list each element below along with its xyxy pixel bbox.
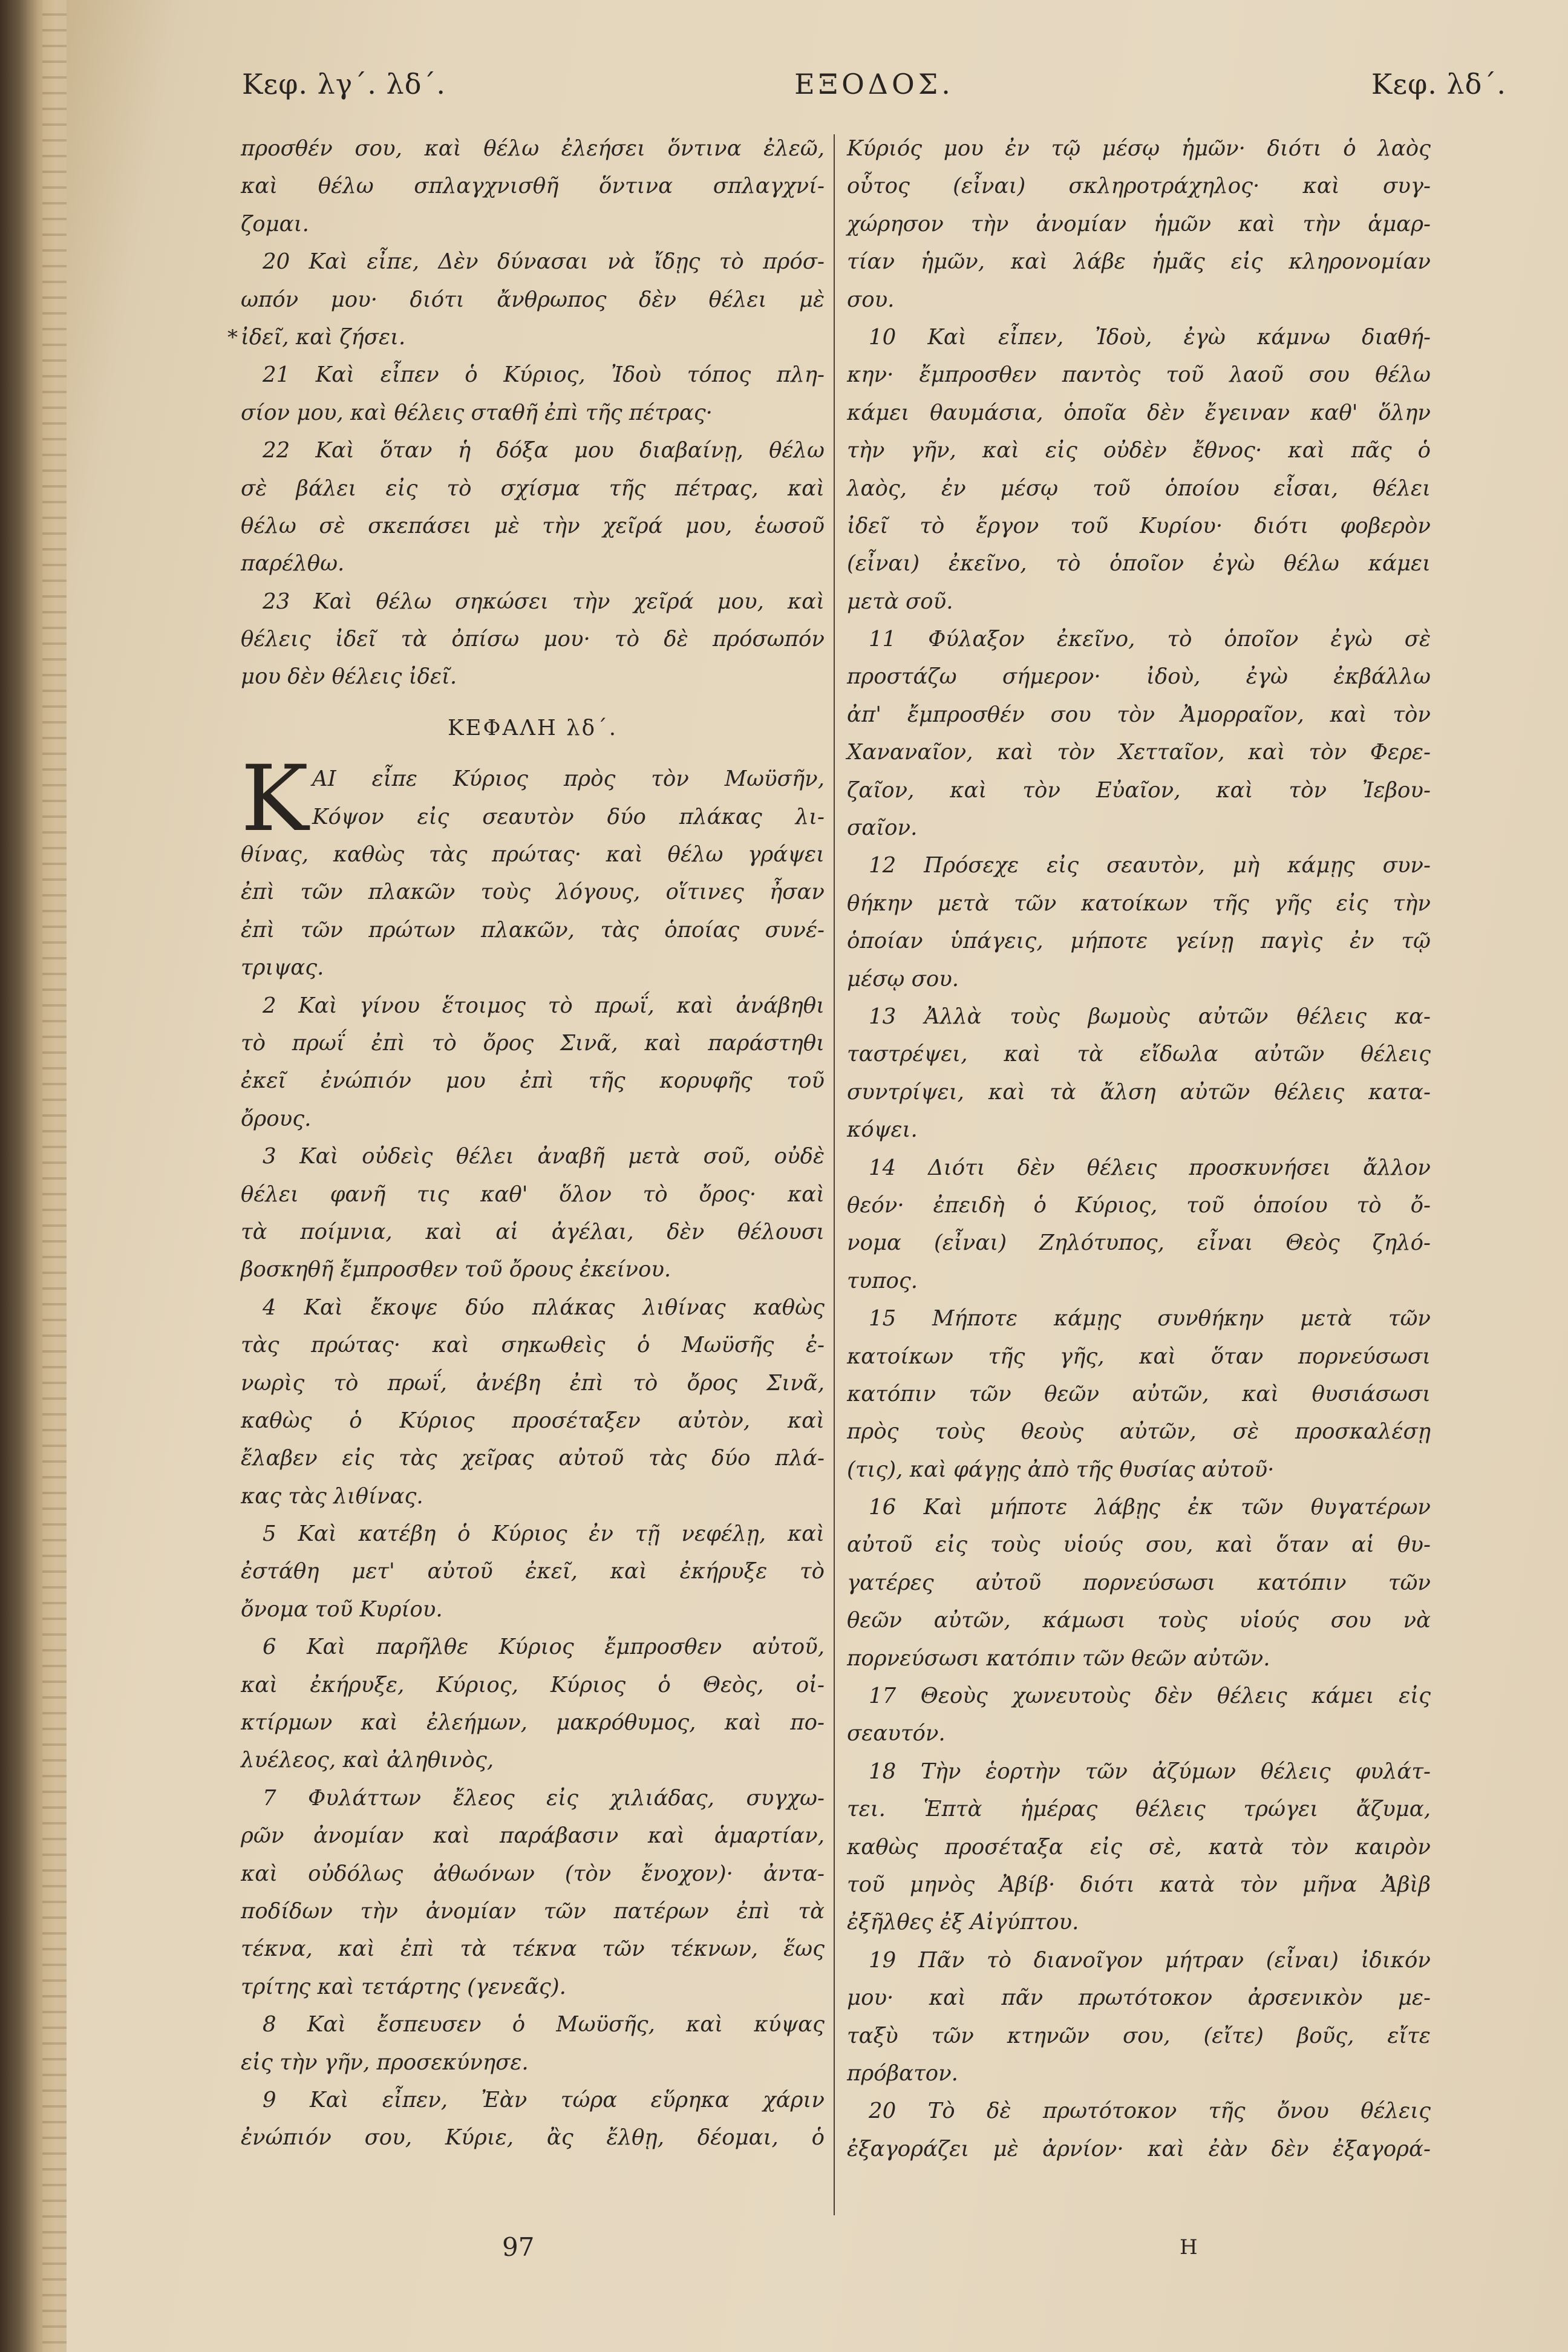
- text-line: μου· καὶ πᾶν πρωτότοκον ἀρσενικὸν με-: [847, 1985, 1431, 2011]
- text-line: ἰδεῖ τὸ ἔργον τοῦ Κυρίου· διότι φοβερὸν: [847, 513, 1431, 538]
- text-line: τὴν γῆν, καὶ εἰς οὐδὲν ἔθνος· καὶ πᾶς ὁ: [847, 438, 1431, 463]
- text-line: λαὸς, ἐν μέσῳ τοῦ ὁποίου εἶσαι, θέλει: [847, 475, 1431, 501]
- signature-mark: H: [1180, 2235, 1198, 2259]
- text-line: ποδίδων τὴν ἀνομίαν τῶν πατέρων ἐπὶ τὰ: [241, 1898, 825, 1924]
- text-line: καὶ ἐκήρυξε, Κύριος, Κύριος ὁ Θεὸς, οἰ-: [241, 1672, 825, 1697]
- text-line: τίαν ἡμῶν, καὶ λάβε ἡμᾶς εἰς κληρονομίαν: [847, 249, 1431, 275]
- drop-cap: K: [241, 746, 309, 852]
- text-line: σαῖον.: [847, 815, 918, 841]
- text-line: τοῦ μηνὸς Ἀβίβ· διότι κατὰ τὸν μῆνα Ἀβὶβ: [847, 1872, 1431, 1897]
- text-line: προστάζω σήμερον· ἰδοὺ, ἐγὼ ἐκβάλλω: [847, 664, 1431, 690]
- text-line: ταστρέψει, καὶ τὰ εἴδωλα αὐτῶν θέλεις: [847, 1042, 1431, 1067]
- page-number: 97: [502, 2232, 535, 2262]
- text-line: σου.: [847, 287, 895, 312]
- text-line: Κόψον εἰς σεαυτὸν δύο πλάκας λι-: [312, 804, 825, 829]
- left-column: [227, 130, 825, 2157]
- text-line: 20 Καὶ εἶπε, Δὲν δύνασαι νὰ ἴδῃς τὸ πρόσ-: [263, 249, 825, 275]
- text-line: παρέλθω.: [241, 551, 345, 577]
- text-line: (τις), καὶ φάγῃς ἀπὸ τῆς θυσίας αὐτοῦ·: [847, 1457, 1275, 1482]
- text-line: 3 Καὶ οὐδεὶς θέλει ἀναβῆ μετὰ σοῦ, οὐδὲ: [263, 1144, 825, 1169]
- header-chapter-right: Κεφ. λδ΄.: [1371, 68, 1506, 100]
- text-line: ἔλαβεν εἰς τὰς χεῖρας αὐτοῦ τὰς δύο πλά-: [241, 1446, 825, 1471]
- right-column: [847, 130, 1431, 2168]
- text-line: εἰς τὴν γῆν, προσεκύνησε.: [241, 2050, 529, 2075]
- text-line: κόψει.: [847, 1117, 918, 1143]
- text-line: σεαυτόν.: [847, 1721, 946, 1746]
- text-line: νομα (εἶναι) Ζηλότυπος, εἶναι Θεὸς ζηλό-: [847, 1230, 1431, 1256]
- text-line: μέσῳ σου.: [847, 966, 959, 991]
- text-line: μετὰ σοῦ.: [847, 589, 953, 614]
- margin-asterisk: *: [227, 325, 238, 350]
- text-line: κατοίκων τῆς γῆς, καὶ ὅταν πορνεύσωσι: [847, 1344, 1431, 1369]
- text-line: αὐτοῦ εἰς τοὺς υἱούς σου, καὶ ὅταν αἱ θυ-: [847, 1532, 1431, 1558]
- text-line: 19 Πᾶν τὸ διανοῖγον μήτραν (εἶναι) ἰδικόν: [869, 1947, 1431, 1973]
- text-line: ἐπὶ τῶν πρώτων πλακῶν, τὰς ὁποίας συνέ-: [241, 917, 825, 942]
- text-line: ἐστάθη μετ' αὐτοῦ ἐκεῖ, καὶ ἐκήρυξε τὸ: [241, 1559, 825, 1584]
- text-line: ζαῖον, καὶ τὸν Εὐαῖον, καὶ τὸν Ἰεβου-: [847, 777, 1431, 803]
- text-line: θέλει φανῆ τις καθ' ὅλον τὸ ὄρος· καὶ: [241, 1181, 825, 1207]
- text-line: ταξὺ τῶν κτηνῶν σου, (εἴτε) βοῦς, εἴτε: [847, 2023, 1431, 2048]
- text-line: πρόβατον.: [847, 2060, 958, 2086]
- text-line: τὰς πρώτας· καὶ σηκωθεὶς ὁ Μωϋσῆς ἐ-: [241, 1333, 825, 1358]
- text-line: 8 Καὶ ἔσπευσεν ὁ Μωϋσῆς, καὶ κύψας: [263, 2012, 825, 2037]
- text-line: 17 Θεοὺς χωνευτοὺς δὲν θέλεις κάμει εἰς: [869, 1684, 1431, 1709]
- text-line: 18 Τὴν ἑορτὴν τῶν ἀζύμων θέλεις φυλάτ-: [869, 1759, 1431, 1784]
- text-line: 6 Καὶ παρῆλθε Κύριος ἔμπροσθεν αὐτοῦ,: [263, 1635, 825, 1660]
- text-line: θίνας, καθὼς τὰς πρώτας· καὶ θέλω γράψει: [241, 842, 825, 867]
- text-line: 11 Φύλαξον ἐκεῖνο, τὸ ὁποῖον ἐγὼ σὲ: [869, 627, 1431, 652]
- text-line: τὰ ποίμνια, καὶ αἱ ἀγέλαι, δὲν θέλουσι: [241, 1219, 825, 1244]
- text-line: τὸ πρωΐ ἐπὶ τὸ ὄρος Σινᾶ, καὶ παράστηθι: [241, 1030, 825, 1056]
- text-line: Χαναναῖον, καὶ τὸν Χετταῖον, καὶ τὸν Φερε-: [847, 740, 1431, 765]
- text-line: ἐπὶ τῶν πλακῶν τοὺς λόγους, οἵτινες ἦσαν: [241, 880, 825, 905]
- text-line: σὲ βάλει εἰς τὸ σχίσμα τῆς πέτρας, καὶ: [241, 475, 825, 501]
- text-line: κην· ἔμπροσθεν παντὸς τοῦ λαοῦ σου θέλω: [847, 362, 1431, 388]
- text-line: ἰδεῖ, καὶ ζήσει.: [241, 324, 406, 350]
- text-line: ἐξαγοράζει μὲ ἀρνίον· καὶ ἐὰν δὲν ἐξαγορά-: [847, 2136, 1431, 2161]
- text-line: 4 Καὶ ἔκοψε δύο πλάκας λιθίνας καθὼς: [263, 1295, 825, 1320]
- text-line: τέκνα, καὶ ἐπὶ τὰ τέκνα τῶν τέκνων, ἕως: [241, 1936, 825, 1962]
- text-line: σίον μου, καὶ θέλεις σταθῆ ἐπὶ τῆς πέτρας·: [241, 400, 713, 425]
- text-line: 23 Καὶ θέλω σηκώσει τὴν χεῖρά μου, καὶ: [263, 589, 825, 614]
- text-line: καθὼς ὁ Κύριος προσέταξεν αὐτὸν, καὶ: [241, 1408, 825, 1433]
- text-line: ωπόν μου· διότι ἄνθρωπος δὲν θέλει μὲ: [241, 287, 825, 312]
- text-line: Κύριός μου ἐν τῷ μέσῳ ἡμῶν· διότι ὁ λαὸς: [847, 136, 1431, 161]
- chapter-heading: ΚΕΦΑΛΗ λδ΄.: [448, 715, 618, 740]
- text-line: 7 Φυλάττων ἔλεος εἰς χιλιάδας, συγχω-: [263, 1785, 825, 1811]
- text-line: ἐκεῖ ἐνώπιόν μου ἐπὶ τῆς κορυφῆς τοῦ: [241, 1068, 825, 1094]
- text-line: τει. Ἑπτὰ ἡμέρας θέλεις τρώγει ἄζυμα,: [847, 1797, 1431, 1822]
- text-line: 16 Καὶ μήποτε λάβῃς ἐκ τῶν θυγατέρων: [869, 1495, 1431, 1520]
- text-line: ΑΙ εἶπε Κύριος πρὸς τὸν Μωϋσῆν,: [312, 766, 825, 792]
- text-line: πρὸς τοὺς θεοὺς αὐτῶν, σὲ προσκαλέσῃ: [847, 1419, 1431, 1445]
- book-page: [67, 0, 1568, 2352]
- header-chapter-left: Κεφ. λγ΄. λδ΄.: [242, 68, 446, 100]
- text-line: ἀπ' ἔμπροσθέν σου τὸν Ἀμορραῖον, καὶ τὸν: [847, 702, 1431, 727]
- text-line: καθὼς προσέταξα εἰς σὲ, κατὰ τὸν καιρὸν: [847, 1834, 1431, 1860]
- text-line: κας τὰς λιθίνας.: [241, 1483, 423, 1509]
- text-line: 14 Διότι δὲν θέλεις προσκυνήσει ἄλλον: [869, 1155, 1431, 1180]
- text-line: ὄνομα τοῦ Κυρίου.: [241, 1596, 443, 1622]
- text-line: θεῶν αὐτῶν, κάμωσι τοὺς υἱούς σου νὰ: [847, 1608, 1431, 1633]
- text-line: καὶ θέλω σπλαγχνισθῆ ὅντινα σπλαγχνί-: [241, 174, 825, 199]
- binding-edge: [42, 0, 67, 2352]
- text-line: 21 Καὶ εἶπεν ὁ Κύριος, Ἰδοὺ τόπος πλη-: [263, 362, 825, 388]
- text-line: (εἶναι) ἐκεῖνο, τὸ ὁποῖον ἐγὼ θέλω κάμει: [847, 551, 1431, 577]
- text-line: μου δὲν θέλεις ἰδεῖ.: [241, 664, 457, 690]
- text-line: χώρησον τὴν ἀνομίαν ἡμῶν καὶ τὴν ἁμαρ-: [847, 211, 1431, 237]
- text-line: 12 Πρόσεχε εἰς σεαυτὸν, μὴ κάμῃς συν-: [869, 853, 1431, 878]
- text-line: θέλεις ἰδεῖ τὰ ὀπίσω μου· τὸ δὲ πρόσωπόν: [241, 627, 825, 652]
- text-line: οὗτος (εἶναι) σκληροτράχηλος· καὶ συγ-: [847, 174, 1431, 199]
- text-line: γατέρες αὐτοῦ πορνεύσωσι κατόπιν τῶν: [847, 1570, 1431, 1595]
- text-line: 2 Καὶ γίνου ἕτοιμος τὸ πρωΐ, καὶ ἀνάβηθι: [263, 993, 825, 1018]
- text-line: κάμει θαυμάσια, ὁποῖα δὲν ἔγειναν καθ' ὅλην: [847, 400, 1431, 425]
- text-line: 5 Καὶ κατέβη ὁ Κύριος ἐν τῇ νεφέλῃ, καὶ: [263, 1521, 825, 1547]
- text-line: προσθέν σου, καὶ θέλω ἐλεήσει ὅντινα ἐλεῶ,: [241, 136, 825, 161]
- text-line: θεόν· ἐπειδὴ ὁ Κύριος, τοῦ ὁποίου τὸ ὄ-: [847, 1192, 1431, 1218]
- text-line: τριψας.: [241, 955, 324, 981]
- text-line: κτίρμων καὶ ἐλεήμων, μακρόθυμος, καὶ πο-: [241, 1710, 825, 1736]
- text-line: ὁποίαν ὑπάγεις, μήποτε γείνῃ παγὶς ἐν τῷ: [847, 929, 1431, 954]
- header-book-title: ΕΞΟΔΟΣ.: [794, 68, 954, 100]
- text-line: ὄρους.: [241, 1106, 312, 1131]
- text-line: ζομαι.: [241, 211, 309, 237]
- text-line: πορνεύσωσι κατόπιν τῶν θεῶν αὐτῶν.: [847, 1645, 1270, 1671]
- text-line: 13 Ἀλλὰ τοὺς βωμοὺς αὐτῶν θέλεις κα-: [869, 1004, 1431, 1029]
- text-line: θήκην μετὰ τῶν κατοίκων τῆς γῆς εἰς τὴν: [847, 890, 1431, 916]
- text-line: 22 Καὶ ὅταν ἡ δόξα μου διαβαίνῃ, θέλω: [263, 438, 825, 463]
- text-line: κατόπιν τῶν θεῶν αὐτῶν, καὶ θυσιάσωσι: [847, 1381, 1431, 1406]
- text-line: ἐξῆλθες ἐξ Αἰγύπτου.: [847, 1910, 1079, 1935]
- running-header: [242, 68, 1506, 116]
- column-divider: [834, 134, 835, 2215]
- text-line: θέλω σὲ σκεπάσει μὲ τὴν χεῖρά μου, ἑωσοῦ: [241, 513, 825, 538]
- text-line: 9 Καὶ εἶπεν, Ἐὰν τώρα εὕρηκα χάριν: [263, 2087, 825, 2112]
- text-line: νωρὶς τὸ πρωΐ, ἀνέβη ἐπὶ τὸ ὄρος Σινᾶ,: [241, 1370, 825, 1396]
- text-line: καὶ οὐδόλως ἀθωόνων (τὸν ἔνοχον)· ἀντα-: [241, 1861, 825, 1886]
- text-line: ρῶν ἀνομίαν καὶ παράβασιν καὶ ἁμαρτίαν,: [241, 1823, 825, 1849]
- text-line: συντρίψει, καὶ τὰ ἄλση αὐτῶν θέλεις κατα-: [847, 1079, 1431, 1105]
- text-line: ἐνώπιόν σου, Κύριε, ἂς ἔλθῃ, δέομαι, ὁ: [241, 2125, 825, 2151]
- text-line: τρίτης καὶ τετάρτης (γενεᾶς).: [241, 1974, 566, 1999]
- text-line: 20 Τὸ δὲ πρωτότοκον τῆς ὄνου θέλεις: [869, 2099, 1431, 2124]
- text-line: 15 Μήποτε κάμῃς συνθήκην μετὰ τῶν: [869, 1306, 1431, 1331]
- text-line: λυέλεος, καὶ ἀληθινὸς,: [241, 1748, 494, 1773]
- text-line: τυπος.: [847, 1268, 918, 1293]
- text-line: βοσκηθῆ ἔμπροσθεν τοῦ ὄρους ἐκείνου.: [241, 1257, 671, 1282]
- text-line: 10 Καὶ εἶπεν, Ἰδοὺ, ἐγὼ κάμνω διαθή-: [869, 324, 1431, 350]
